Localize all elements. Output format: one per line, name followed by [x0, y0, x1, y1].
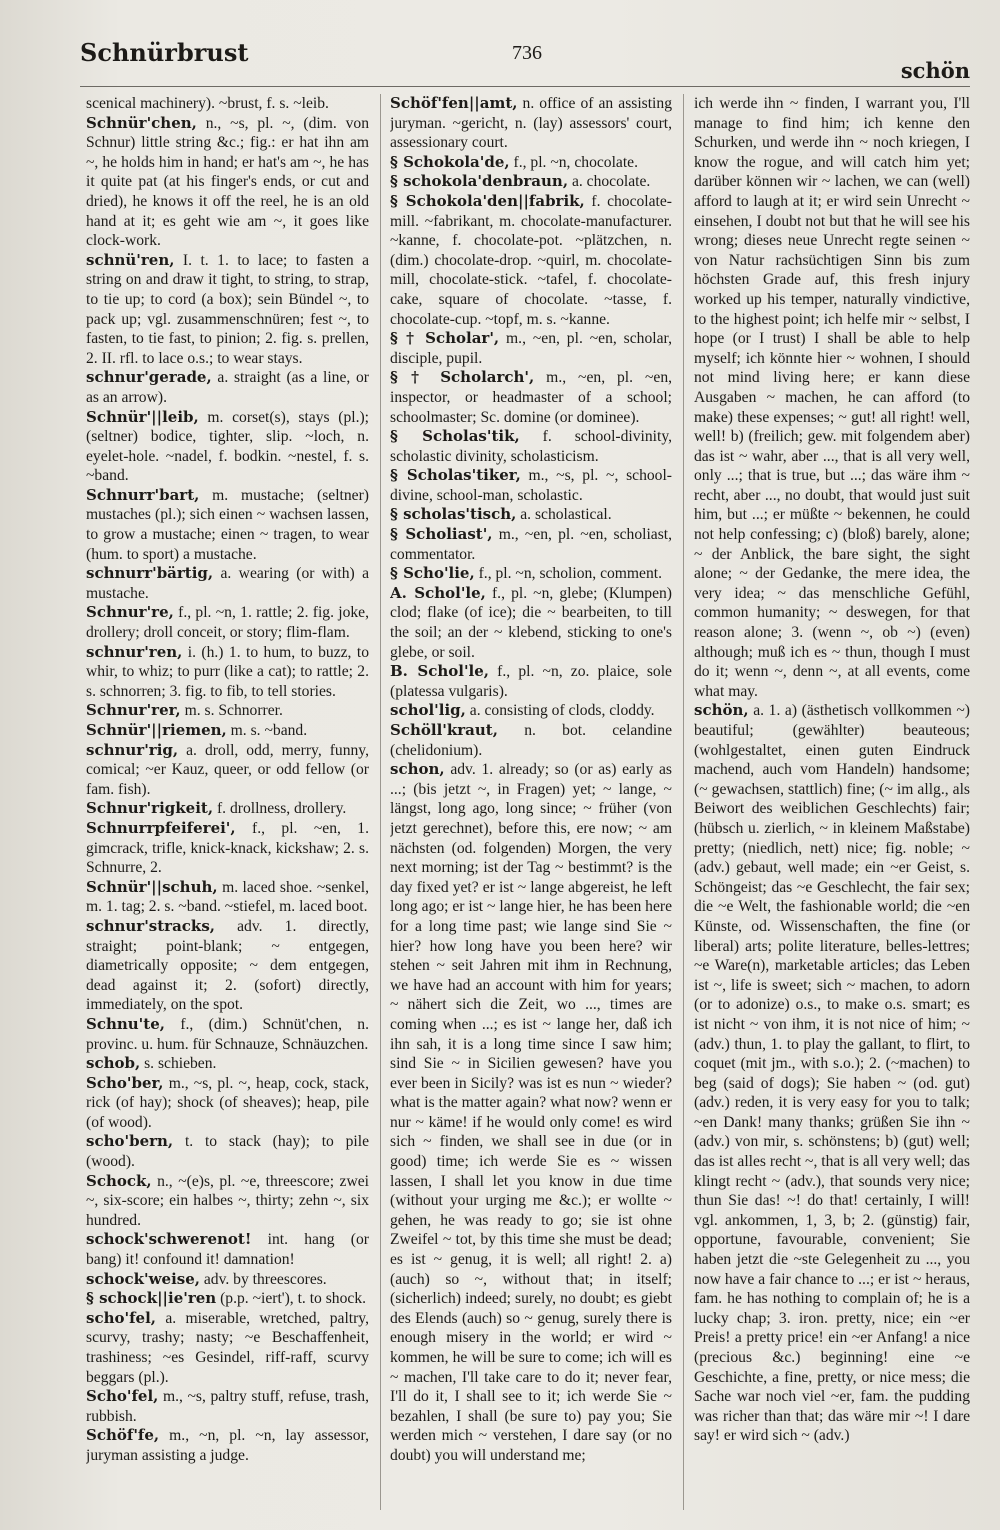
entry-headword: Scho'fel, [86, 1387, 159, 1406]
dictionary-entry [390, 525, 672, 564]
dictionary-entry [86, 1132, 369, 1171]
dictionary-entry [86, 1270, 369, 1290]
dictionary-entry [390, 701, 672, 721]
entry-definition: f., pl. ~n, glebe; (Klumpen) clod; flake (of ice); die ~ bearbeiten, to till the soil; an der ~ klebend, sticking to one's glebe, or soil. [390, 584, 672, 661]
dictionary-entry [86, 251, 369, 369]
entry-definition: a. straight (as a line, or as an arrow). [86, 369, 369, 406]
entry-definition: f., pl. ~n, 1. rattle; 2. fig. joke, drollery; droll conceit, or story; flim-flam. [86, 604, 369, 642]
dictionary-entry [86, 564, 369, 603]
dictionary-entry [86, 643, 369, 702]
entry-definition: m. corset(s), stays (pl.); (seltner) bodice, tighter, slip. ~loch, n. eyelet-hole. ~nadel, f. bodkin. ~nestel, f. s. ~band. [86, 408, 369, 485]
entry-headword: § scholas'tisch, [390, 505, 517, 524]
entry-headword: Schöf'fe, [86, 1426, 160, 1445]
dictionary-entry [86, 721, 369, 741]
entry-headword: § Schokola'de, [390, 152, 510, 171]
entry-headword: Schnür'chen, [86, 113, 197, 132]
entry-headword: Schnur'rer, [86, 701, 181, 720]
dictionary-entry [390, 721, 672, 760]
entry-definition: m., ~s, pl. ~, heap, cock, stack, rick (of hay); shock (of sheaves); heap, pile (of wood). [86, 1074, 369, 1131]
entry-headword: schnurr'bärtig, [86, 564, 214, 583]
entry-headword: § † Scholarch', [390, 368, 535, 387]
entry-headword: B. Schol'le, [390, 662, 490, 681]
entry-definition: a. miserable, wretched, paltry, scurvy, trashy; nasty; ~e Beschaffenheit, trashiness; ~es Gesindel, riff-raff, scurvy beggars (pl.). [86, 1309, 369, 1386]
dictionary-entry [390, 153, 672, 173]
entry-definition: m. s. ~band. [226, 722, 308, 739]
entry-headword: schnur'stracks, [86, 916, 215, 935]
entry-headword: Schnür'||leib, [86, 407, 199, 426]
entry-definition: f. drollness, drollery. [213, 800, 347, 818]
entry-definition: adv. by threescores. [199, 1270, 327, 1288]
dictionary-entry [694, 701, 970, 1446]
dictionary-entry [86, 408, 369, 486]
dictionary-entry [390, 564, 672, 584]
entry-definition: n. bot. celandine (chelidonium). [390, 722, 672, 759]
running-head-right: schön [900, 58, 970, 83]
dictionary-entry [390, 192, 672, 329]
page-header [80, 38, 970, 83]
page-number: 736 [512, 42, 542, 64]
entry-headword: schol'lig, [390, 701, 466, 720]
column-middle [390, 94, 672, 1514]
entry-definition: int. hang (or bang) it! confound it! damnation! [86, 1231, 369, 1269]
entry-headword: § Scholas'tiker, [390, 466, 521, 485]
entry-headword: schock'weise, [86, 1269, 200, 1288]
entry-definition: m. laced shoe. ~senkel, m. 1. tag; 2. s. ~band. ~stiefel, m. laced boot. [86, 878, 369, 916]
entry-headword: § schokola'denbraun, [390, 172, 569, 191]
entry-headword: Schnür'||schuh, [86, 877, 218, 896]
entry-headword: Schnur'rigkeit, [86, 799, 214, 818]
entry-definition: a. droll, odd, merry, funny, comical; ~er Kauz, queer, or odd fellow (or fam. fish). [86, 741, 369, 798]
dictionary-entry [86, 1387, 369, 1426]
dictionary-entry [86, 1074, 369, 1133]
entry-headword: Schöf'fen||amt, [390, 94, 518, 112]
entry-headword: Schnu'te, [86, 1014, 165, 1033]
dictionary-entry [390, 368, 672, 427]
column-right [694, 94, 970, 1514]
dictionary-entry [86, 1172, 369, 1231]
entry-definition: a. 1. a) (ästhetisch vollkommen ~) beautiful; (gewählter) beauteous; (wohlgestaltet, einen guten Eindruck machend, auch vom Handeln) handsome; (~ gewachsen, stattlich) fine; (~ im allg., als Beiwort des weiblichen Geschlechts) fair; (hübsch u. zierlich, ~ in kleinem Maßstabe) pretty; (niedlich, nett) nice; fig. noble; ~ (adv.) gebaut, well made; ein ~er Geist, s. Schöngeist; das ~e Geschlecht, the fair sex; die ~e Welt, the fashionable world; die ~en Künste, od. Wissenschaften, the fine (or liberal) arts; polite literature, belles-lettres; ~e Ware(n), marketable articles; das Leben ist ~, life is sweet; sich ~ machen, to adorn (or to adonize) o.s., to make o.s. smart; es ist nicht ~ von ihm, it is not nice of him; ~ (adv.) thun, 1. to play the gallant, to flirt, to coquet (mit jm., with s.o.); 2. (~machen) to beg (said of dogs); Sie haben ~ (od. gut) (adv.) reden, it is very easy for you to talk; ~en Dank! many thanks; grüßen Sie ihn ~ (adv.) von mir, s. schönstens; b) (gut) well; das ist alles recht ~, that is all very well; das klingt recht ~ (adv.), that sounds very nice; thun Sie das! ~! do that! certainly, I will! vgl. ankommen, 1, 3, b; 2. (günstig) fair, opportune, favourable, convenient; Sie haben jetzt die ~ste Gelegenheit zu ..., you now have a fair chance to ...; er ist ~ heraus, fam. he has nothing to complain of; he is a lucky chap; 3. iron. pretty, nice; ein ~er Preis! a pretty price! ein ~er Anfang! a nice (precious &c.) beginning! eine ~e Geschichte, a fine, pretty, or nice mess; die Sache war noch viel ~er, fam. the pudding was richer than that; das wäre mir ~! I dare say! er wird sich ~ (adv.) [694, 702, 970, 1445]
entry-definition: ich werde ihn ~ finden, I warrant you, I'll manage to find him; ich kenne den Schurken, und werde ihn ~ noch kriegen, I know the rogue, and will catch him yet; darüber können wir ~ lachen, we can (well) afford to laugh at it; er wird sein Unrecht ~ einsehen, I doubt not but that he will see his wrong; dieses neue Unrecht regte seinen ~ von Natur rachsüchtigen Sinn bis zum höchsten Grade auf, this fresh injury worked up his temper, naturally vindictive, to the highest point; ich helfe mir ~ selbst, I hope (or I trust) I shall be able to help myself; ich könnte hier ~ wohnen, I should not mind living here; er kann diese Ausgaben ~ machen, he can afford (to make) these expenses; ~ gut! all right! well, well! b) (freilich; gew. mit folgendem aber) das ist ~ wahr, aber ..., that is all very well, only ...; that is true, but ...; das wäre ihm ~ recht, aber ..., no doubt, that would just suit him, but ...; er müßte ~ bekennen, he could not help confessing; c) (bloß) barely, alone; ~ der Anblick, the bare sight, the sight alone; ~ der Gedanke, the mere idea, the very idea; ~ das menschliche Gefühl, common humanity; ~ deswegen, for that reason alone; 3. (wenn ~, ob ~) (even) although; muß ich es ~ thun, though I must do it; wenn ~, denn ~, at all events, come what may. [694, 95, 970, 700]
entry-definition: a. chocolate. [568, 173, 651, 191]
entry-definition: m., ~en, pl. ~en, scholiast, commentator. [390, 526, 672, 563]
dictionary-entry [390, 94, 672, 153]
entry-headword: scho'fel, [86, 1308, 156, 1327]
dictionary-entry [86, 1230, 369, 1269]
entry-definition: n., ~(e)s, pl. ~e, threescore; zwei ~, six-score; ein halbes ~, thirty; zehn ~, six hundred. [86, 1172, 369, 1229]
column-divider [380, 94, 381, 1510]
dictionary-entry [86, 917, 369, 1015]
entry-headword: Schöll'kraut, [390, 721, 498, 739]
dictionary-entry [86, 1289, 369, 1309]
dictionary-entry [390, 172, 672, 192]
entry-definition: (p.p. ~iert'), t. to shock. [216, 1290, 367, 1308]
entry-definition: m. s. Schnorrer. [180, 702, 283, 720]
entry-definition: adv. 1. directly, straight; point-blank; ~ entgegen, diametrically opposite; ~ dem entgegen, dead against it; 2. (sofort) directly, immediately, on the spot. [86, 917, 369, 1014]
entry-definition: a. wearing (or with) a mustache. [86, 565, 369, 602]
entry-headword: § Scho'lie, [390, 564, 475, 583]
dictionary-entry [390, 329, 672, 368]
entry-headword: Schnur're, [86, 603, 174, 622]
entry-definition: m., ~s, paltry stuff, refuse, trash, rubbish. [86, 1388, 369, 1425]
entry-headword: Schnurrpfeiferei', [86, 818, 236, 837]
entry-definition: f., pl. ~n, chocolate. [509, 153, 638, 171]
entry-definition: m. mustache; (seltner) mustaches (pl.); sich einen ~ wachsen lassen, to grow a mustache; einen ~ tragen, to wear (hum. to sport) a mustache. [86, 486, 369, 563]
entry-headword: § Scholiast', [390, 525, 493, 544]
dictionary-entry [390, 662, 672, 701]
entry-headword: Scho'ber, [86, 1073, 164, 1092]
dictionary-entry [390, 760, 672, 1465]
entry-headword: § Schokola'den||fabrik, [390, 191, 585, 210]
entry-definition: s. schieben. [140, 1055, 217, 1073]
entry-headword: Schnür'||riemen, [86, 721, 227, 739]
entry-definition: m., ~s, pl. ~, school-divine, school-man, scholastic. [390, 467, 672, 504]
entry-headword: § Scholas'tik, [390, 427, 520, 446]
entry-definition: f., pl. ~n, zo. plaice, sole (platessa vulgaris). [390, 663, 672, 700]
entry-headword: schnur'gerade, [86, 368, 212, 387]
entry-headword: A. Schol'le, [390, 583, 486, 602]
dictionary-entry [86, 368, 369, 407]
dictionary-entry [86, 741, 369, 800]
entry-headword: schnur'ren, [86, 642, 183, 661]
entry-definition: f. school-divinity, scholastic divinity, scholasticism. [390, 428, 672, 465]
entry-headword: schnü'ren, [86, 250, 175, 269]
entry-headword: schon, [390, 760, 445, 779]
dictionary-entry [86, 94, 369, 114]
dictionary-entry [390, 505, 672, 525]
entry-definition: m., ~n, pl. ~n, lay assessor, juryman assisting a judge. [86, 1427, 369, 1464]
entry-headword: Schock, [86, 1171, 152, 1190]
running-head-left: Schnürbrust [80, 38, 249, 67]
entry-definition: a. scholastical. [516, 506, 612, 524]
entry-definition: a. consisting of clods, cloddy. [465, 702, 655, 720]
dictionary-entry [390, 466, 672, 505]
dictionary-entry [86, 1309, 369, 1387]
column-left [86, 94, 369, 1514]
dictionary-entry [390, 584, 672, 662]
entry-definition: t. to stack (hay); to pile (wood). [86, 1133, 369, 1171]
entry-headword: Schnurr'bart, [86, 485, 200, 504]
entry-definition: I. t. 1. to lace; to fasten a string on and draw it tight, to string, to strap, to tie up; to cord (a box); sein Bündel ~, to pack up; vgl. zusammenschnüren; fest ~, to fasten, to tie fast, to pinion; 2. fig. s. prellen, 2. II. rfl. to lace o.s.; to wear stays. [86, 251, 369, 367]
entry-definition: scenical machinery). ~brust, f. s. ~leib. [86, 95, 329, 112]
entry-headword: § schock||ie'ren [86, 1289, 217, 1308]
entry-definition: f., pl. ~n, scholion, comment. [474, 565, 663, 583]
dictionary-entry [86, 1054, 369, 1074]
entry-headword: schön, [694, 701, 749, 720]
entry-definition: i. (h.) 1. to hum, to buzz, to whir, to whiz; to purr (like a cat); to rattle; 2. s. schnorren; 3. fig. to fib, to tell stories. [86, 643, 369, 700]
entry-headword: § † Scholar', [390, 329, 500, 348]
dictionary-entry [86, 819, 369, 878]
entry-definition: n., ~s, pl. ~, (dim. von Schnur) little string &c.; fig.: er hat ihn am ~, he holds him in hand; er hat's am ~, he has it quite pat (at his finger's ends, or cut and dried), he knows it off the reel, he is an old hand at it; es geht wie am ~, it goes like clock-work. [86, 114, 369, 250]
entry-definition: f. chocolate-mill. ~fabrikant, m. chocolate-manufacturer. ~kanne, f. chocolate-pot. ~plätzchen, n. (dim.) chocolate-drop. ~quirl, m. chocolate-mill, chocolate-stick. ~tafel, f. chocolate-cake, square of chocolate. ~tasse, f. chocolate-cup. ~topf, m. s. ~kanne. [390, 192, 672, 328]
dictionary-entry [86, 701, 369, 721]
entry-definition: f., pl. ~en, 1. gimcrack, trifle, knick-knack, kickshaw; 2. s. Schnurre, 2. [86, 819, 369, 877]
entry-definition: m., ~en, pl. ~en, inspector, or headmaster of a school; schoolmaster; Sc. domine (or dominee). [390, 369, 672, 426]
entry-headword: schock'schwerenot! [86, 1230, 252, 1249]
entry-definition: m., ~en, pl. ~en, scholar, disciple, pupil. [390, 330, 672, 367]
entry-headword: scho'bern, [86, 1132, 174, 1151]
dictionary-entry [694, 94, 970, 701]
dictionary-entry [86, 1015, 369, 1054]
dictionary-entry [86, 1426, 369, 1465]
entry-definition: f., (dim.) Schnüt'chen, n. provinc. u. hum. für Schnauze, Schnäuzchen. [86, 1015, 369, 1053]
dictionary-entry [390, 427, 672, 466]
dictionary-entry [86, 114, 369, 251]
entry-definition: n. office of an assisting juryman. ~gericht, n. (lay) assessors' court, assessionary court. [390, 95, 672, 152]
entry-headword: schob, [86, 1054, 141, 1073]
entry-headword: schnur'rig, [86, 740, 179, 759]
header-rule [80, 86, 970, 87]
entry-definition: adv. 1. already; so (or as) early as ...; (bis jetzt ~, in Fragen) yet; ~ lange, ~ längst, long ago, long since; ~ früher (von jetzt gerechnet), before this, ere now; ~ am nächsten (od. folgenden) Morgen, the very next morning; ist der Tag ~ bestimmt? is the day fixed yet? er ist ~ lange abgereist, he left long ago; er ist ~ lange hier, he has been here for a long time past; wie lange sind Sie ~ hier? how long have you been here? wir stehen ~ seit Jahren mit ihm in Rechnung, we have had an account with him for years; ~ nähert sich die Zeit, wo ..., times are coming when ...; es ist ~ lange her, daß ich ihn sah, it is a long time since I saw him; sind Sie ~ in Sicilien gewesen? have you ever been in Sicily? was ist es nun ~ wieder? what is the matter again? what now? wenn er nur ~ käme! if he would only come! es wird sich ~ finden, we shall see in due (or in good) time; ich werde Sie es ~ wissen lassen, I shall let you know in due time (without your urging me &c.); er wollte ~ gehen, he was ready to go; sie ist ohne Zweifel ~ tot, by this time she must be dead; es ist ~ genug, it is well; all right! 2. a) (auch) so ~, without that; in itself; (sicherlich) indeed; surely, no doubt; es giebt des Elends (auch) so ~ genug, surely there is enough misery in the world; er wird ~ kommen, he will be sure to come; ich will es ~ machen, I'll take care to do it; never fear, I'll do it, I shall see to it; ich werde Sie ~ bezahlen, I shall (be sure to) pay you; Sie werden mich ~ verstehen, I dare say (or no doubt) you will understand me; [390, 761, 672, 1464]
dictionary-entry [86, 878, 369, 917]
dictionary-entry [86, 799, 369, 819]
column-divider [683, 94, 684, 1510]
dictionary-entry [86, 603, 369, 642]
dictionary-entry [86, 486, 369, 564]
